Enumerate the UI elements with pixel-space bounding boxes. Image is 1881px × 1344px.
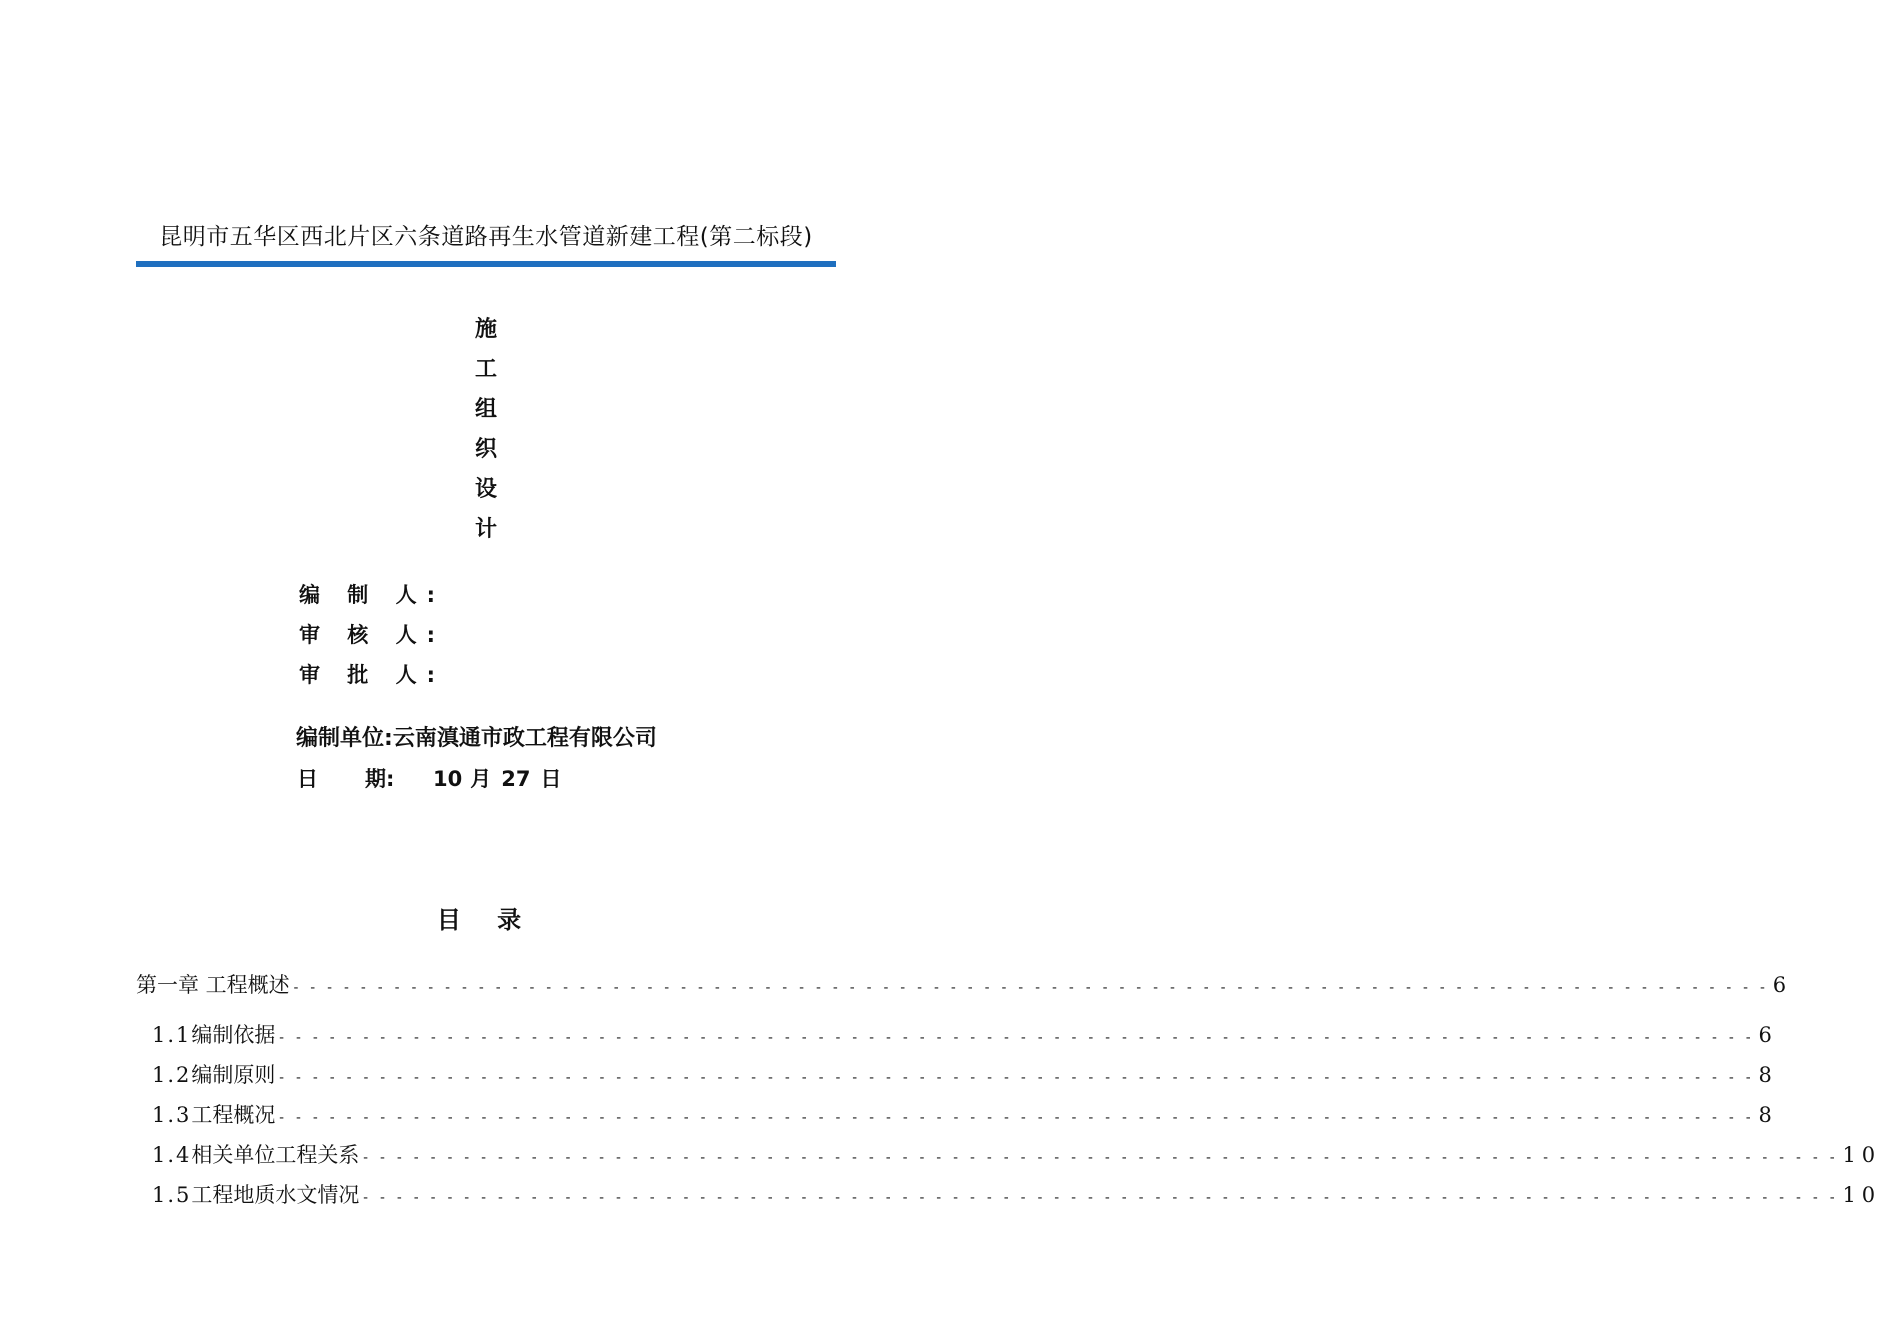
toc-entry-page: 10	[1842, 1143, 1881, 1167]
toc-entry[interactable]	[152, 1059, 1778, 1089]
toc-leader: - - - - - - - - - - - - - - - - - - - - - - - - - - - - - - - - - - - - - - - - - - - - - - - - - - - - - - - - - - - - - - - - - - - - - - - - - - - - - - - - - - - - - - - -	[361, 1190, 1837, 1206]
approver-label: 审 批 人:	[299, 663, 446, 687]
toc-entry-label: 工程概况	[191, 1103, 276, 1127]
doc-type-char: 织	[474, 437, 497, 462]
date-day-unit: 日	[540, 767, 562, 791]
title-underline-rule	[136, 261, 836, 267]
toc-entry[interactable]	[152, 1019, 1778, 1049]
toc-entry-page: 10	[1842, 1183, 1881, 1207]
doc-type-char: 施	[474, 317, 497, 342]
toc-leader: - - - - - - - - - - - - - - - - - - - - - - - - - - - - - - - - - - - - - - - - - - - - - - - - - - - - - - - - - - - - - - - - - - - - - - - - - - - - - - - - - - - - - - - -	[277, 1110, 1753, 1126]
toc-leader: - - - - - - - - - - - - - - - - - - - - - - - - - - - - - - - - - - - - - - - - - - - - - - - - - - - - - - - - - - - - - - - - - - - - - - - - - - - - - - - - - - - - - - - -	[291, 980, 1767, 996]
compiler-label: 编 制 人:	[299, 583, 446, 607]
toc-entry[interactable]	[152, 1179, 1881, 1209]
toc-entry-label: 第一章 工程概述	[136, 973, 290, 997]
date-label-b: 期:	[365, 767, 395, 791]
doc-type-char: 设	[474, 477, 497, 502]
toc-entry-label: 编制依据	[191, 1023, 276, 1047]
date-month-unit: 月	[470, 767, 492, 791]
date-day: 27	[501, 767, 531, 791]
toc-entry-page: 8	[1758, 1063, 1778, 1087]
toc-entry-number: 1.5	[152, 1183, 192, 1207]
date-label-a: 日	[297, 767, 318, 791]
toc-entry-page: 6	[1772, 973, 1793, 997]
toc-entry-number: 1.4	[152, 1143, 192, 1167]
compiling-organization	[296, 721, 657, 752]
toc-leader: - - - - - - - - - - - - - - - - - - - - - - - - - - - - - - - - - - - - - - - - - - - - - - - - - - - - - - - - - - - - - - - - - - - - - - - - - - - - - - - - - - - - - - - -	[361, 1150, 1837, 1166]
toc-leader: - - - - - - - - - - - - - - - - - - - - - - - - - - - - - - - - - - - - - - - - - - - - - - - - - - - - - - - - - - - - - - - - - - - - - - - - - - - - - - - - - - - - - - - -	[277, 1070, 1753, 1086]
toc-entry-number: 1.3	[152, 1103, 192, 1127]
toc-entry-page: 8	[1758, 1103, 1778, 1127]
date-line	[297, 763, 561, 793]
date-month: 10	[433, 767, 463, 791]
toc-heading: 目 录	[436, 906, 536, 934]
toc-entry-label: 编制原则	[191, 1063, 276, 1087]
org-name: 云南滇通市政工程有限公司	[392, 726, 657, 751]
toc-entry-number: 1.1	[152, 1023, 192, 1047]
toc-entry[interactable]	[152, 1099, 1778, 1129]
toc-leader: - - - - - - - - - - - - - - - - - - - - - - - - - - - - - - - - - - - - - - - - - - - - - - - - - - - - - - - - - - - - - - - - - - - - - - - - - - - - - - - - - - - - - - - -	[277, 1030, 1753, 1046]
document-title: 昆明市五华区西北片区六条道路再生水管道新建工程(第二标段)	[159, 224, 813, 250]
toc-entry[interactable]	[152, 1139, 1881, 1169]
doc-type-char: 组	[474, 397, 497, 422]
doc-type-char: 计	[474, 517, 497, 542]
toc-entry-page: 6	[1758, 1023, 1778, 1047]
toc-entry-number: 1.2	[152, 1063, 192, 1087]
reviewer-label: 审 核 人:	[299, 623, 446, 647]
toc-entry-label: 工程地质水文情况	[191, 1183, 360, 1207]
doc-type-char: 工	[474, 357, 497, 382]
toc-entry[interactable]	[136, 969, 1793, 999]
toc-entry-label: 相关单位工程关系	[191, 1143, 360, 1167]
org-label: 编制单位:	[296, 726, 393, 751]
